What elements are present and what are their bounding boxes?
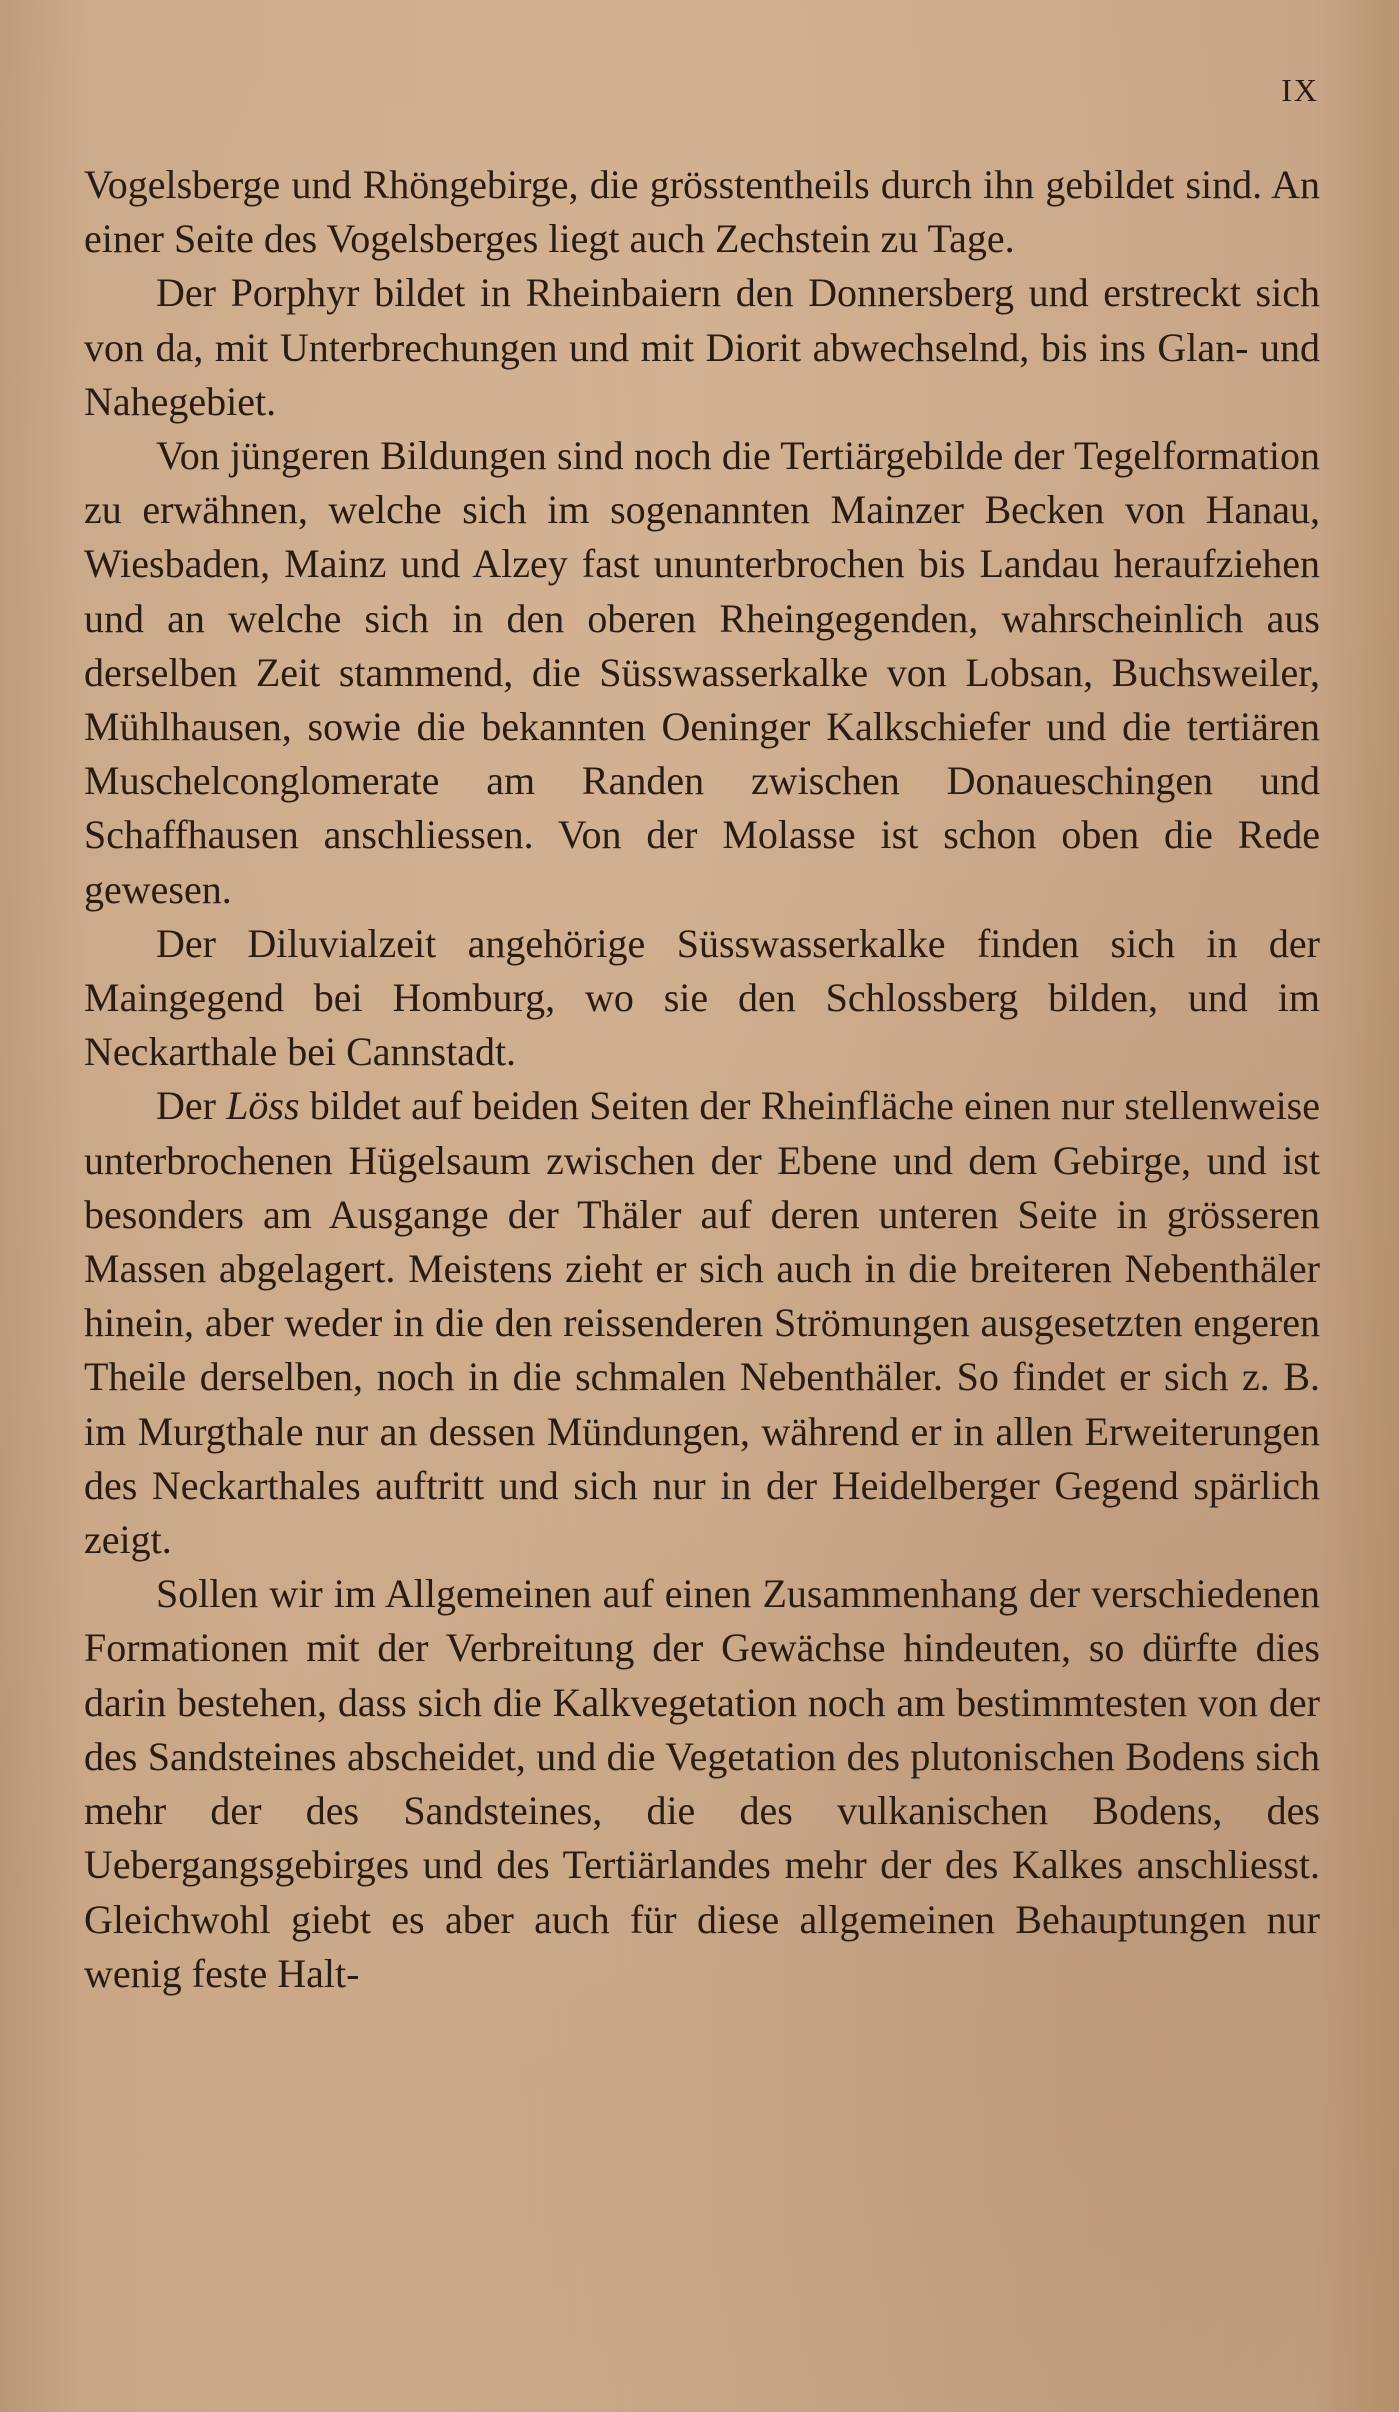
paragraph-3: Von jüngeren Bildungen sind noch die Tertiärgebilde der Tegelformation zu erwähnen, welche sich im sogenannten Mainzer Becken von Hanau, Wiesbaden, Mainz und Alzey fast ununterbrochen bis Landau heraufziehen und an welche sich in den oberen Rheingegenden, wahrscheinlich aus derselben Zeit stammend, die Süsswasserkalke von Lobsan, Buchsweiler, Mühlhausen, sowie die bekannten Oeninger Kalkschiefer und die tertiären Muschelconglomerate am Randen zwischen Donaueschingen und Schaffhausen anschliessen. Von der Molasse ist schon oben die Rede gewesen. xyxy=(84,433,1320,912)
paragraph-4: Der Diluvialzeit angehörige Süsswasserkalke finden sich in der Maingegend bei Homburg, wo sie den Schlossberg bilden, und im Neckarthale bei Cannstadt. xyxy=(84,920,1320,1075)
paragraph-5-lead: Der xyxy=(156,1083,227,1129)
paragraph-5-emphasis: Löss xyxy=(226,1083,300,1129)
paragraph-6: Sollen wir im Allgemeinen auf einen Zusammenhang der verschiedenen Formationen mit der Verbreitung der Gewächse hindeuten, so dürfte dies darin bestehen, dass sich die Kalkvegetation noch am bestimmtesten von der des Sandsteines abscheidet, und die Vegetation des plutonischen Bodens sich mehr der des Sandsteines, die des vulkanischen Bodens, des Uebergangsgebirges und des Tertiärlandes mehr der des Kalkes anschliesst. Gleichwohl giebt es aber auch für diese allgemeinen Behauptungen nur wenig feste Halt- xyxy=(84,1571,1320,1996)
paragraph-1: Vogelsberge und Rhöngebirge, die grösstentheils durch ihn gebildet sind. An einer Seite des Vogelsberges liegt auch Zechstein zu Tage. xyxy=(84,162,1320,262)
paragraph-2: Der Porphyr bildet in Rheinbaiern den Donnersberg und erstreckt sich von da, mit Unterbrechungen und mit Diorit abwechselnd, bis ins Glan- und Nahegebiet. xyxy=(84,270,1320,424)
paragraph-5-text: bildet auf beiden Seiten der Rheinfläche einen nur stellenweise unterbrochenen Hügelsaum zwischen der Ebene und dem Gebirge, und ist besonders am Ausgange der Thäler auf deren unteren Seite in grösseren Massen abgelagert. Meistens zieht er sich auch in die breiteren Nebenthäler hinein, aber weder in die den reissenderen Strömungen ausgesetzten engeren Theile derselben, noch in die schmalen Nebenthäler. So findet er sich z. B. im Murgthale nur an dessen Mündungen, während er in allen Erweiterungen des Neckarthales auftritt und sich nur in der Heidelberger Gegend spärlich zeigt. xyxy=(84,1083,1321,1563)
paragraph-5 xyxy=(84,1079,1320,1567)
page-number: IX xyxy=(1281,72,1319,108)
body-text xyxy=(84,158,1320,2001)
